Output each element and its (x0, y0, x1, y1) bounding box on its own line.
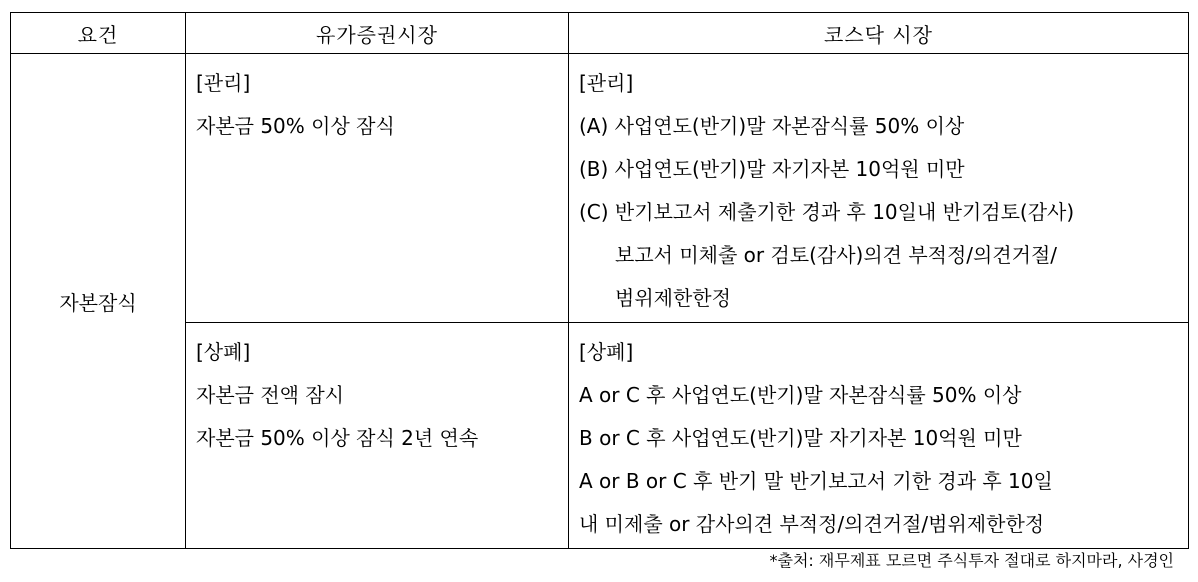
kospi-delisting-tag: [상폐] (196, 340, 251, 364)
delisting-row (11, 323, 1189, 549)
kosdaq-delisting-line: A or B or C 후 반기 말 반기보고서 기한 경과 후 10일 (579, 469, 1053, 493)
kosdaq-management-line: (C) 반기보고서 제출기한 경과 후 10일내 반기검토(감사) (579, 200, 1075, 224)
requirement-label: 자본잠식 (11, 54, 186, 549)
kospi-management-cell (186, 54, 569, 323)
header-requirement: 요건 (11, 13, 186, 54)
kosdaq-delisting-tag: [상폐] (579, 340, 634, 364)
kosdaq-management-line: 범위제한한정 (615, 286, 731, 310)
kosdaq-delisting-line: 내 미제출 or 감사의견 부적정/의견거절/범위제한한정 (579, 512, 1045, 536)
management-row (11, 54, 1189, 323)
header-kospi: 유가증권시장 (186, 13, 569, 54)
header-row (11, 13, 1189, 54)
source-note: *출처: 재무제표 모르면 주식투자 절대로 하지마라, 사경인 (769, 551, 1174, 570)
header-kosdaq: 코스닥 시장 (569, 13, 1189, 54)
kosdaq-management-line: (A) 사업연도(반기)말 자본잠식률 50% 이상 (579, 114, 965, 138)
kospi-management-line: 자본금 50% 이상 잠식 (196, 114, 395, 138)
kosdaq-management-cell (569, 54, 1189, 323)
kosdaq-delisting-line: B or C 후 사업연도(반기)말 자기자본 10억원 미만 (579, 426, 1022, 450)
kospi-delisting-cell (186, 323, 569, 549)
kosdaq-management-line: (B) 사업연도(반기)말 자기자본 10억원 미만 (579, 157, 965, 181)
kosdaq-management-tag: [관리] (579, 71, 634, 95)
capital-impairment-table (10, 12, 1189, 549)
kospi-delisting-line: 자본금 50% 이상 잠식 2년 연속 (196, 426, 479, 450)
kosdaq-management-line: 보고서 미체출 or 검토(감사)의견 부적정/의견거절/ (615, 243, 1058, 267)
kospi-delisting-line: 자본금 전액 잠시 (196, 383, 344, 407)
kosdaq-delisting-cell (569, 323, 1189, 549)
kospi-management-tag: [관리] (196, 71, 251, 95)
kosdaq-delisting-line: A or C 후 사업연도(반기)말 자본잠식률 50% 이상 (579, 383, 1022, 407)
